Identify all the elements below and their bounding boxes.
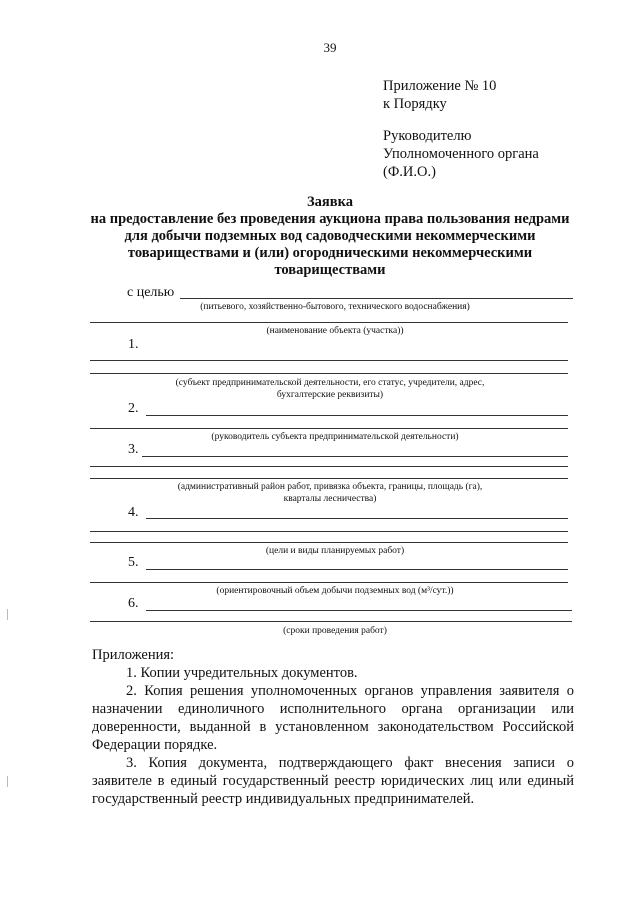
subject-caption: бухгалтерские реквизиты)	[276, 390, 384, 400]
title-line: товариществами	[274, 262, 386, 278]
head-caption: (руководитель субъекта предпринимательской деятельности)	[211, 432, 459, 442]
head-field-line[interactable]	[90, 428, 568, 429]
area-caption: (административный район работ, привязка объекта, границы, площадь (га),	[177, 482, 483, 492]
area-field-line[interactable]	[90, 466, 568, 467]
field-number-2: 2.	[128, 401, 139, 416]
subject-caption: (субъект предпринимательской деятельности, его статус, учредители, адрес,	[175, 378, 485, 388]
field-number-5: 5.	[128, 555, 139, 570]
title-line: для добычи подземных вод садоводческими некоммерческими	[124, 228, 536, 244]
terms-field-line[interactable]	[146, 610, 572, 611]
volume-field-line[interactable]	[90, 582, 568, 583]
attachment-item-3: 3. Копия документа, подтверждающего факт внесения записи о заявителе в единый государственный реестр юридических лиц или единый государственный реестр индивидуальных предпринимателей.	[92, 755, 574, 807]
head-field-line[interactable]	[146, 415, 568, 416]
purpose-caption: (питьевого, хозяйственно-бытового, технического водоснабжения)	[200, 302, 470, 312]
order-reference: к Порядку	[383, 96, 447, 112]
area-caption: кварталы лесничества)	[283, 494, 377, 504]
goals-field-line[interactable]	[146, 518, 568, 519]
title-line: товариществами и (или) огородническими некоммерческими	[127, 245, 533, 261]
scan-margin-mark	[7, 776, 8, 787]
area-field-line[interactable]	[142, 456, 568, 457]
object-name-field-line[interactable]	[90, 322, 568, 323]
document-title: Заявка	[307, 194, 353, 210]
goals-caption: (цели и виды планируемых работ)	[265, 546, 405, 556]
object-name-caption: (наименование объекта (участка))	[266, 326, 404, 336]
addressee-line: (Ф.И.О.)	[383, 164, 436, 180]
field-number-4: 4.	[128, 505, 139, 520]
goals-field-line[interactable]	[90, 542, 568, 543]
purpose-field-line[interactable]	[180, 298, 573, 299]
field-number-6: 6.	[128, 596, 139, 611]
field-number-3: 3.	[128, 442, 139, 457]
purpose-label: с целью	[127, 285, 175, 300]
terms-field-line[interactable]	[90, 621, 572, 622]
attachments-heading: Приложения:	[92, 647, 175, 663]
appendix-label: Приложение № 10	[383, 78, 497, 94]
addressee-line: Уполномоченного органа	[383, 146, 539, 162]
scan-margin-mark	[7, 609, 8, 620]
subject-field-line[interactable]	[90, 373, 568, 374]
subject-field-line[interactable]	[90, 360, 568, 361]
volume-field-line[interactable]	[146, 569, 568, 570]
terms-caption: (сроки проведения работ)	[283, 626, 387, 636]
area-field-line[interactable]	[90, 478, 568, 479]
addressee-line: Руководителю	[383, 128, 472, 144]
volume-caption: (ориентировочный объем добычи подземных вод (м³/сут.))	[216, 586, 454, 596]
title-line: на предоставление без проведения аукциона права пользования недрами	[90, 211, 570, 227]
attachment-item-2: 2. Копия решения уполномоченных органов управления заявителя о назначении единоличного исполнительного органа организации или доверенности, выданной в установленном законодательством Российской Федерации порядке.	[92, 683, 574, 753]
page-number: 39	[323, 40, 337, 55]
goals-field-line[interactable]	[90, 531, 568, 532]
field-number-1: 1.	[128, 337, 139, 352]
attachment-item-1: 1. Копии учредительных документов.	[126, 665, 358, 681]
